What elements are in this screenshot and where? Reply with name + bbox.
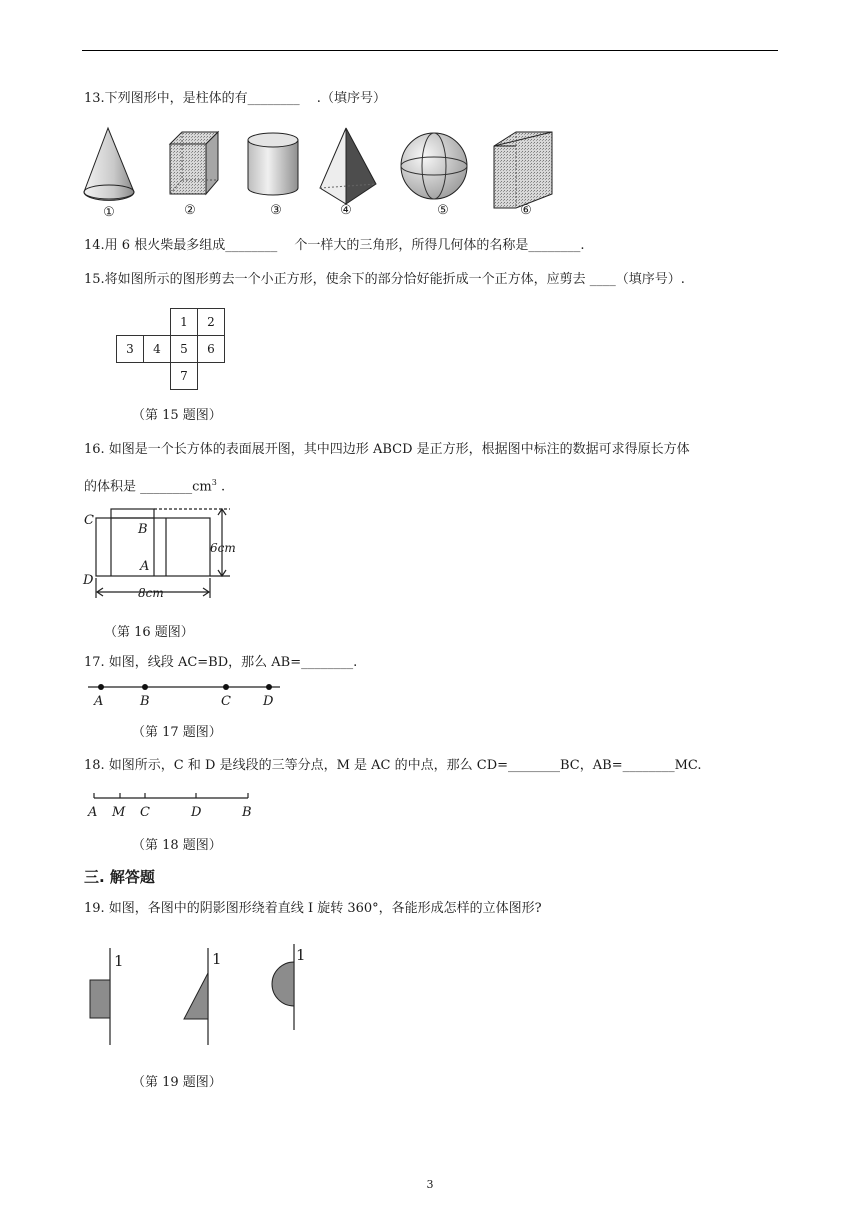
page-number: 3: [426, 1178, 434, 1191]
q16-line2: [84, 474, 225, 496]
grid-cell-6: 6: [207, 342, 215, 356]
prism-icon: [494, 132, 552, 208]
rectangle-shape-icon: [90, 948, 124, 1045]
grid-cell-5: 5: [180, 342, 188, 356]
semicircle-shape-icon: [272, 944, 306, 1030]
label-C: C: [84, 513, 94, 528]
unit-exponent: 3: [211, 478, 217, 487]
shape-label-2: ②: [184, 203, 196, 218]
q13-shapes: [78, 124, 558, 220]
q17-text: 17. 如图，线段 AC=BD，那么 AB=________.: [84, 655, 358, 670]
q18-caption: （第 18 题图）: [132, 838, 222, 853]
q16-line2-text: 的体积是 ________cm: [84, 479, 212, 495]
cone-icon: [84, 128, 134, 200]
q19-figures: [84, 940, 324, 1050]
point-C: C: [221, 694, 231, 709]
q18-segment: [86, 790, 266, 820]
triangle-shape-icon: [184, 948, 222, 1045]
q16-net-figure: [80, 506, 250, 606]
q16-line1: 16. 如图是一个长方体的表面展开图，其中四边形 ABCD 是正方形，根据图中标注的数据可求得原长方体: [84, 442, 690, 457]
shape-label-1: ①: [103, 205, 115, 220]
q16-caption: （第 16 题图）: [104, 625, 194, 640]
seg-point-B: B: [242, 805, 252, 820]
grid-cell-4: 4: [153, 342, 161, 356]
seg-point-D: D: [191, 805, 202, 820]
q15-net-grid: [116, 308, 228, 390]
label-height: 6cm: [210, 541, 236, 555]
q17-caption: （第 17 题图）: [132, 725, 222, 740]
sphere-icon: [401, 133, 467, 199]
shape-label-5: ⑤: [437, 203, 449, 218]
point-B: B: [140, 694, 150, 709]
axis-label-3: 1: [296, 946, 306, 964]
shape-label-6: ⑥: [520, 203, 532, 218]
label-width: 8cm: [138, 586, 164, 600]
axis-label-2: 1: [212, 950, 222, 968]
seg-point-A: A: [88, 805, 98, 820]
cylinder-icon: [248, 133, 298, 195]
header-rule: [82, 50, 778, 51]
point-D: D: [263, 694, 274, 709]
section-heading: 三. 解答题: [84, 868, 155, 886]
q15-caption: （第 15 题图）: [132, 408, 222, 423]
label-B: B: [138, 522, 148, 537]
label-D: D: [83, 573, 94, 588]
q13-text: 13.下列图形中，是柱体的有________ .（填序号）: [84, 91, 386, 106]
point-A: A: [94, 694, 104, 709]
grid-cell-3: 3: [126, 342, 134, 356]
grid-cell-2: 2: [207, 315, 215, 329]
pyramid-icon: [320, 128, 376, 204]
q18-text: 18. 如图所示，C 和 D 是线段的三等分点，M 是 AC 的中点，那么 CD=________BC，AB=________MC.: [84, 758, 702, 773]
q19-caption: （第 19 题图）: [132, 1075, 222, 1090]
axis-label-1: 1: [114, 952, 124, 970]
q15-text: 15.将如图所示的图形剪去一个小正方形，使余下的部分恰好能折成一个正方体，应剪去 ____（填序号）.: [84, 272, 685, 287]
shape-label-3: ③: [270, 203, 282, 218]
q19-text: 19. 如图，各图中的阴影图形绕着直线 I 旋转 360°，各能形成怎样的立体图形?: [84, 901, 542, 916]
label-A: A: [140, 559, 150, 574]
q14-text: 14.用 6 根火柴最多组成________ 个一样大的三角形，所得几何体的名称是________.: [84, 238, 585, 253]
grid-cell-1: 1: [180, 315, 188, 329]
cube-icon: [170, 132, 218, 194]
seg-point-M: M: [112, 805, 126, 820]
shape-label-4: ④: [340, 203, 352, 218]
seg-point-C: C: [140, 805, 150, 820]
grid-cell-7: 7: [180, 369, 188, 383]
q16-line2-end: .: [216, 479, 226, 495]
q17-segment: [86, 680, 286, 708]
